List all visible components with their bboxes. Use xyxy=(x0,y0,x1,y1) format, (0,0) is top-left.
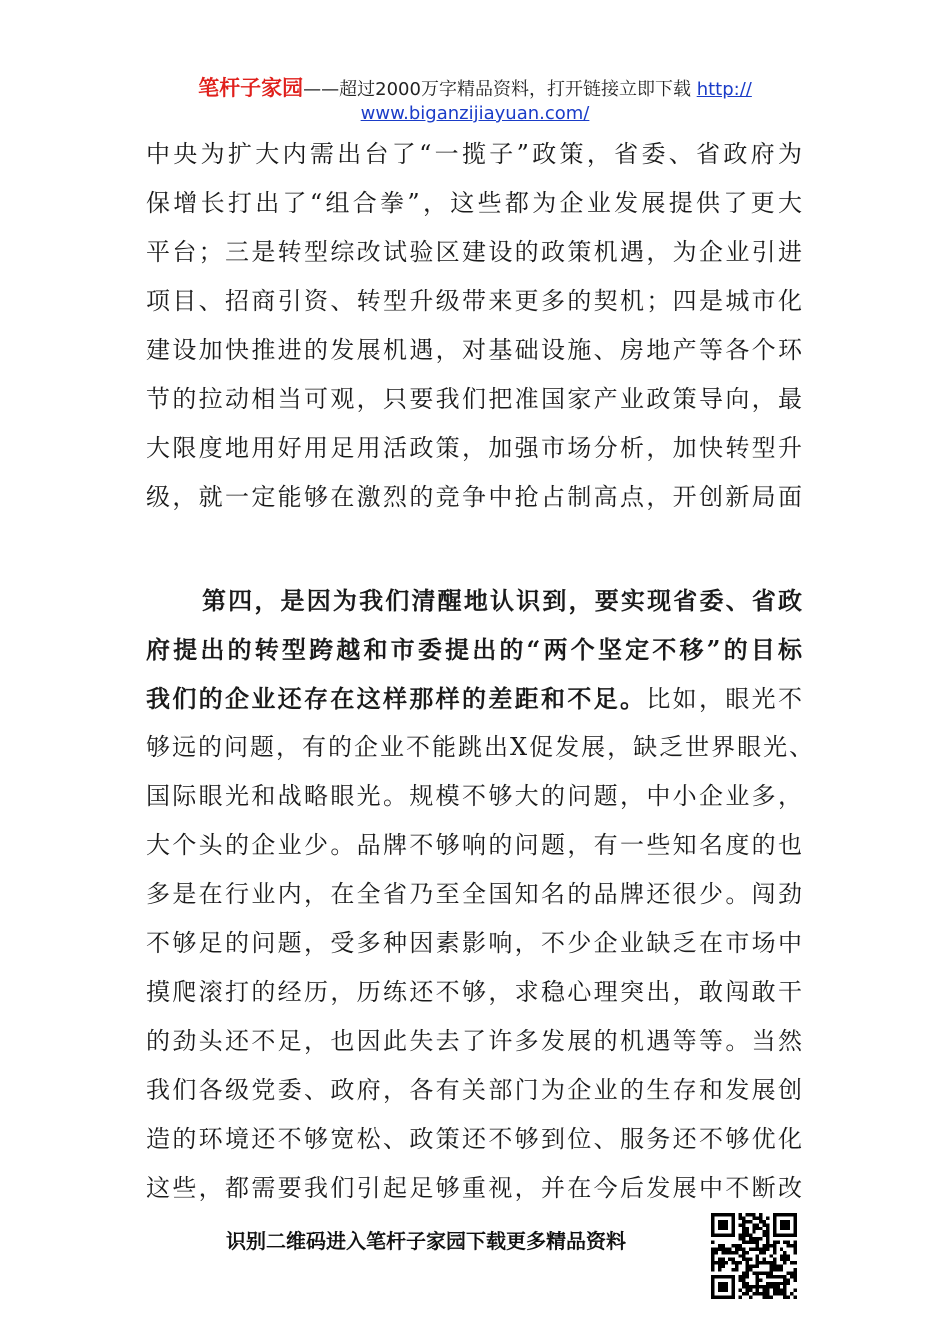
text-line: 节的拉动相当可观，只要我们把准国家产业政策导向，最 xyxy=(146,385,804,413)
text-line: 不够足的问题，受多种因素影响，不少企业缺乏在市场中 xyxy=(146,929,804,957)
website-link-part2[interactable]: www.biganzijiayuan.com/ xyxy=(360,103,590,124)
text-line: 大限度地用好用足用活政策，加强市场分析，加快转型升 xyxy=(146,434,804,462)
text-line: 建设加快推进的发展机遇，对基础设施、房地产等各个环 xyxy=(146,336,804,364)
text-line: 够远的问题，有的企业不能跳出X促发展，缺乏世界眼光、 xyxy=(146,733,816,761)
text-line: 多是在行业内，在全省乃至全国知名的品牌还很少。闯劲 xyxy=(146,880,804,908)
website-link-part1[interactable]: http:// xyxy=(696,79,752,100)
page-header xyxy=(0,76,950,126)
header-slogan: ——超过2000万字精品资料，打开链接立即下载 xyxy=(303,79,691,100)
header-line-2 xyxy=(0,102,950,126)
text-line: 平台；三是转型综改试验区建设的政策机遇，为企业引进 xyxy=(146,238,804,266)
text-line: 我们各级党委、政府，各有关部门为企业的生存和发展创 xyxy=(146,1076,804,1104)
text-line: 保增长打出了“组合拳”，这些都为企业发展提供了更大 xyxy=(146,189,804,217)
paragraph-1 xyxy=(146,130,804,522)
text-line: 摸爬滚打的经历，历练还不够，求稳心理突出，敢闯敢干 xyxy=(146,978,804,1006)
qr-code-icon[interactable] xyxy=(711,1213,797,1299)
text-line-mixed xyxy=(146,674,804,723)
text-line-bold: 府提出的转型跨越和市委提出的“两个坚定不移”的目标 xyxy=(146,635,804,664)
header-line-1 xyxy=(0,76,950,102)
text-line: 造的环境还不够宽松、政策还不够到位、服务还不够优化 xyxy=(146,1125,804,1153)
text-line: 中央为扩大内需出台了“一揽子”政策，省委、省政府为 xyxy=(146,140,804,168)
text-line: 国际眼光和战略眼光。规模不够大的问题，中小企业多， xyxy=(146,782,804,810)
text-line: 级，就一定能够在激烈的竞争中抢占制高点，开创新局面 xyxy=(146,483,804,511)
brand-name: 笔杆子家园 xyxy=(198,76,304,100)
bold-segment: 我们的企业还存在这样那样的差距和不足。 xyxy=(146,684,647,713)
text-line: 大个头的企业少。品牌不够响的问题，有一些知名度的也 xyxy=(146,831,804,859)
text-line-bold: 第四，是因为我们清醒地认识到，要实现省委、省政 xyxy=(202,586,804,615)
paragraph-2 xyxy=(146,576,816,1213)
text-line: 的劲头还不足，也因此失去了许多发展的机遇等等。当然 xyxy=(146,1027,804,1055)
text-line: 这些，都需要我们引起足够重视，并在今后发展中不断改 xyxy=(146,1174,804,1202)
text-line: 项目、招商引资、转型升级带来更多的契机；四是城市化 xyxy=(146,287,804,315)
footer-text: 识别二维码进入笔杆子家园下载更多精品资料 xyxy=(226,1229,626,1253)
normal-segment: 比如，眼光不 xyxy=(646,685,805,713)
